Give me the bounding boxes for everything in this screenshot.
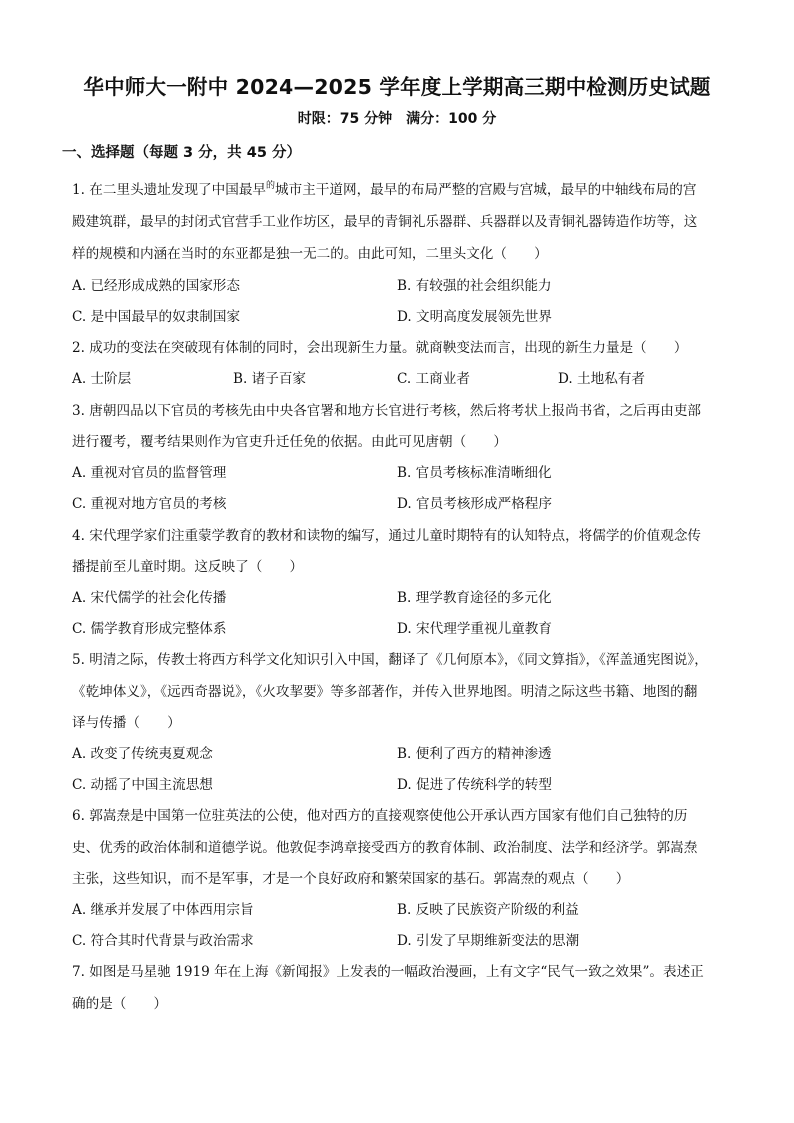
question-6-line-2: 史、优秀的政治体制和道德学说。他敦促李鸿章接受西方的教育体制、政治制度、法学和经济学。郭嵩焘 <box>72 840 698 856</box>
question-1-option-b[interactable]: B. 有较强的社会组织能力 <box>397 278 552 294</box>
question-6-line-1: 6. 郭嵩焘是中国第一位驻英法的公使，他对西方的直接观察使他公开承认西方国家有他们自己独特的历 <box>72 808 688 824</box>
question-2-stem: 2. 成功的变法在突破现有体制的同时，会出现新生力量。就商鞅变法而言，出现的新生力量是（ ） <box>72 340 688 356</box>
question-4-option-d[interactable]: D. 宋代理学重视儿童教育 <box>397 621 552 637</box>
question-5-option-a[interactable]: A. 改变了传统夷夏观念 <box>72 746 213 762</box>
question-1-option-d[interactable]: D. 文明高度发展领先世界 <box>397 309 552 325</box>
question-7-line-2: 确的是（ ） <box>72 996 168 1012</box>
question-4-line-1: 4. 宋代理学家们注重蒙学教育的教材和读物的编写，通过儿童时期特有的认知特点，将儒学的价值观念传 <box>72 528 702 544</box>
question-2-option-c[interactable]: C. 工商业者 <box>397 371 470 387</box>
question-1-superscript: 的 <box>266 181 276 191</box>
question-6-line-3: 主张，这些知识，而不是军事，才是一个良好政府和繁荣国家的基石。郭嵩焘的观点（ ） <box>72 871 630 887</box>
question-2-option-d[interactable]: D. 土地私有者 <box>558 371 646 387</box>
question-3-option-b[interactable]: B. 官员考核标准清晰细化 <box>397 465 552 481</box>
question-4-line-2: 播提前至儿童时期。这反映了（ ） <box>72 559 304 575</box>
question-3-line-1: 3. 唐朝四品以下官员的考核先由中央各官署和地方长官进行考核，然后将考状上报尚书省，之后再由吏部 <box>72 403 702 419</box>
question-4-option-c[interactable]: C. 儒学教育形成完整体系 <box>72 621 227 637</box>
question-6-option-b[interactable]: B. 反映了民族资产阶级的利益 <box>397 902 579 918</box>
question-3-line-2: 进行覆考，覆考结果则作为官吏升迁任免的依据。由此可见唐朝（ ） <box>72 434 507 450</box>
question-5-option-d[interactable]: D. 促进了传统科学的转型 <box>397 777 552 793</box>
question-6-option-c[interactable]: C. 符合其时代背景与政治需求 <box>72 933 254 949</box>
question-5-option-b[interactable]: B. 便利了西方的精神渗透 <box>397 746 552 762</box>
question-4-option-a[interactable]: A. 宋代儒学的社会化传播 <box>72 590 227 606</box>
question-3-option-d[interactable]: D. 官员考核形成严格程序 <box>397 496 552 512</box>
question-1-line-1b: 城市主干道网，最早的布局严整的宫殿与宫城，最早的中轴线布局的宫 <box>275 182 697 198</box>
question-5-line-3: 译与传播（ ） <box>72 715 181 731</box>
question-3-option-a[interactable]: A. 重视对官员的监督管理 <box>72 465 227 481</box>
question-3-option-c[interactable]: C. 重视对地方官员的考核 <box>72 496 227 512</box>
question-5-line-2: 《乾坤体义》，《远西奇器说》，《火攻挈要》等多部著作，并传入世界地图。明清之际这些书籍、地图的翻 <box>72 684 698 700</box>
question-1-line-3: 样的规模和内涵在当时的东亚都是独一无二的。由此可知，二里头文化（ ） <box>72 246 548 262</box>
question-1-option-a[interactable]: A. 已经形成成熟的国家形态 <box>72 278 240 294</box>
page-title: 华中师大一附中 2024—2025 学年度上学期高三期中检测历史试题 <box>83 75 711 99</box>
question-6-option-a[interactable]: A. 继承并发展了中体西用宗旨 <box>72 902 254 918</box>
question-1-line-1: 1. 在二里头遗址发现了中国最早 <box>72 182 267 198</box>
question-1-option-c[interactable]: C. 是中国最早的奴隶制国家 <box>72 309 241 325</box>
question-1-stem <box>72 180 696 202</box>
question-6-option-d[interactable]: D. 引发了早期维新变法的思潮 <box>397 933 580 949</box>
question-7-line-1: 7. 如图是马星驰 1919 年在上海《新闻报》上发表的一幅政治漫画，上有文字“民气一致之效果”。表述正 <box>72 964 704 980</box>
exam-time-score: 时限：75 分钟 满分：100 分 <box>297 111 497 127</box>
question-2-option-a[interactable]: A. 士阶层 <box>72 371 132 387</box>
question-1-line-2: 殿建筑群，最早的封闭式官营手工业作坊区，最早的青铜礼乐器群、兵器群以及青铜礼器铸造作坊等，这 <box>72 214 698 230</box>
question-5-line-1: 5. 明清之际，传教士将西方科学文化知识引入中国，翻译了《几何原本》，《同文算指》，《浑盖通宪图说》， <box>72 652 708 668</box>
question-4-option-b[interactable]: B. 理学教育途径的多元化 <box>397 590 552 606</box>
question-5-option-c[interactable]: C. 动摇了中国主流思想 <box>72 777 213 793</box>
section-heading: 一、选择题（每题 3 分，共 45 分） <box>62 145 301 161</box>
question-2-option-b[interactable]: B. 诸子百家 <box>233 371 307 387</box>
